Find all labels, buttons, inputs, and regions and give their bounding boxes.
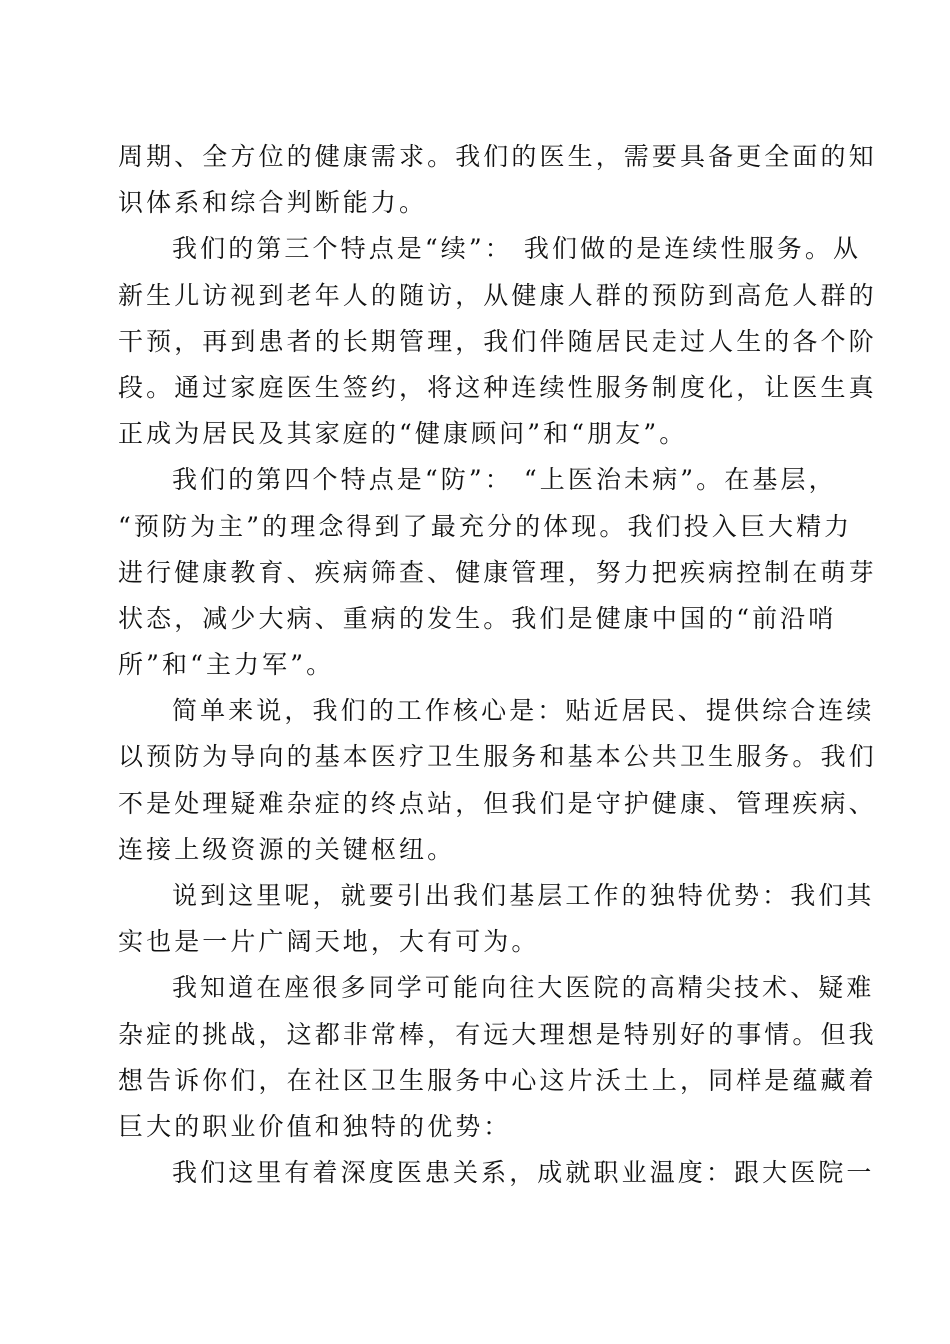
paragraph-start-line: 我们的第四个特点是“防”： “上医治未病”。在基层，	[172, 465, 837, 495]
document-body	[118, 134, 877, 1196]
text-line: 进行健康教育、疾病筛查、健康管理，努力把疾病控制在萌芽	[118, 557, 877, 587]
text-line: 所”和“主力军”。	[118, 650, 335, 680]
text-line: “预防为主”的理念得到了最充分的体现。我们投入巨大精力	[118, 511, 853, 541]
text-line: 干预，再到患者的长期管理，我们伴随居民走过人生的各个阶	[118, 326, 877, 356]
paragraph-start-line: 简单来说，我们的工作核心是：贴近居民、提供综合连续	[172, 696, 875, 726]
text-line: 不是处理疑难杂症的终点站，但我们是守护健康、管理疾病、	[118, 788, 877, 818]
text-line: 杂症的挑战，这都非常棒，有远大理想是特别好的事情。但我	[118, 1019, 877, 1049]
paragraph-start-line: 我知道在座很多同学可能向往大医院的高精尖技术、疑难	[172, 973, 875, 1003]
text-line: 实也是一片广阔天地，大有可为。	[118, 927, 540, 957]
text-line: 周期、全方位的健康需求。我们的医生，需要具备更全面的知	[118, 142, 877, 171]
text-line: 以预防为导向的基本医疗卫生服务和基本公共卫生服务。我们	[118, 742, 877, 772]
paragraph-start-line: 我们这里有着深度医患关系，成就职业温度：跟大医院一	[172, 1158, 875, 1188]
text-line: 巨大的职业价值和独特的优势：	[118, 1111, 512, 1141]
text-line: 状态，减少大病、重病的发生。我们是健康中国的“前沿哨	[118, 603, 837, 633]
paragraph-start-line: 说到这里呢，就要引出我们基层工作的独特优势：我们其	[172, 881, 875, 910]
paragraph-start-line: 我们的第三个特点是“续”： 我们做的是连续性服务。从	[172, 234, 862, 264]
text-line: 段。通过家庭医生签约，将这种连续性服务制度化，让医生真	[118, 372, 877, 402]
text-line: 新生儿访视到老年人的随访，从健康人群的预防到高危人群的	[118, 280, 877, 310]
text-line: 连接上级资源的关键枢纽。	[118, 834, 456, 864]
text-line: 想告诉你们，在社区卫生服务中心这片沃土上，同样是蕴藏着	[118, 1065, 877, 1095]
text-line: 正成为居民及其家庭的“健康顾问”和“朋友”。	[118, 419, 688, 449]
text-line: 识体系和综合判断能力。	[118, 188, 428, 218]
